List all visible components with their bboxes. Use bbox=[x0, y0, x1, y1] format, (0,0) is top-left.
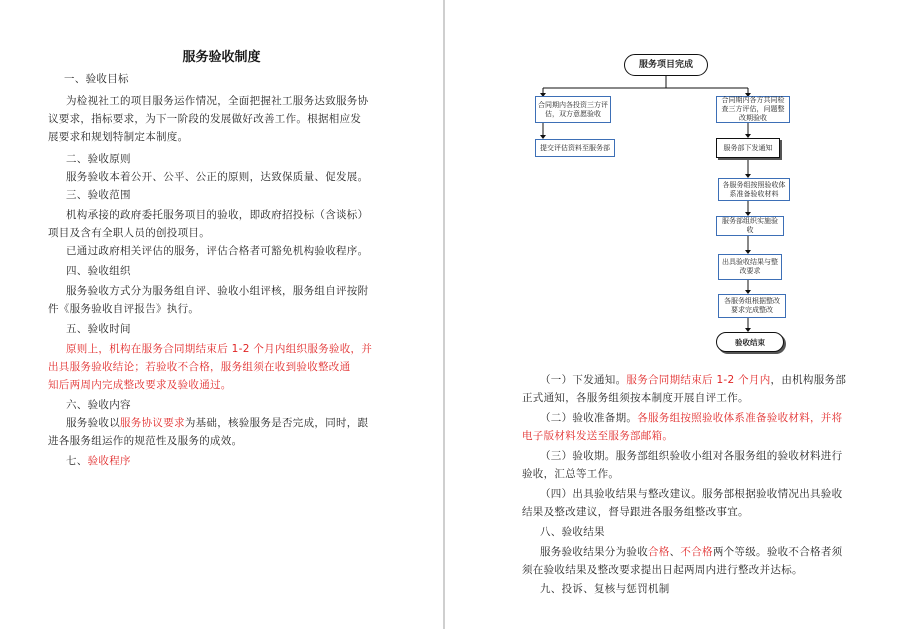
para-6-line-3: 知后两周内完成整改要求及验收通过。 bbox=[48, 379, 232, 391]
para-5-line-1: 服务验收方式分为服务组自评、验收小组评核，服务组自评按附 bbox=[66, 285, 369, 297]
rpara-2-line-2: 电子版材料发送至服务部邮箱。 bbox=[522, 430, 674, 442]
rpara-5-seg-5: 两个等级。验收不合格者须 bbox=[712, 546, 843, 558]
rheading-9: 九、投诉、复核与惩罚机制 bbox=[540, 583, 670, 595]
rheading-8: 八、验收结果 bbox=[540, 526, 605, 538]
para-5-line-2: 件《服务验收自评报告》执行。 bbox=[48, 303, 200, 315]
flow-right-node-6: 各服务组根据整改要求完成整改 bbox=[718, 294, 786, 318]
para-3-line-2: 项目及含有全职人员的创投项目。 bbox=[48, 227, 210, 239]
flow-start-node: 服务项目完成 bbox=[624, 54, 708, 76]
left-page bbox=[0, 0, 443, 629]
para-7-line-2: 进各服务组运作的规范性及服务的成效。 bbox=[48, 435, 243, 447]
flow-left-node-1: 合同期内各投资三方评估，双方意愿验收 bbox=[535, 96, 611, 123]
heading-7 bbox=[66, 452, 131, 470]
para-7-line-1 bbox=[66, 414, 368, 432]
para-1-line-2: 议要求，指标要求，为下一阶段的发展做好改善工作。根据相应发 bbox=[48, 113, 362, 125]
para-1-line-1: 为检视社工的项目服务运作情况，全面把握社工服务达致服务协 bbox=[66, 95, 369, 107]
para-6-line-1: 原则上，机构在服务合同期结束后 1-2 个月内组织服务验收，并 bbox=[66, 343, 373, 355]
rpara-5-seg-4: 不合格 bbox=[680, 546, 713, 558]
heading-6: 六、验收内容 bbox=[66, 399, 131, 411]
heading-3: 三、验收范围 bbox=[66, 189, 131, 201]
heading-5: 五、验收时间 bbox=[66, 323, 131, 335]
flow-right-node-4: 服务部组织实施验收 bbox=[716, 216, 784, 236]
flow-right-node-1: 合同期内各方共同检查三方评估，问题整改期验收 bbox=[716, 96, 790, 123]
rpara-3-line-1: （三）验收期。服务部组织验收小组对各服务组的验收材料进行 bbox=[540, 450, 843, 462]
para-3-line-1: 机构承接的政府委托服务项目的验收，即政府招投标（含谈标） bbox=[66, 209, 369, 221]
para-1-line-3: 展要求和规划特制定本制度。 bbox=[48, 131, 189, 143]
flowchart bbox=[446, 0, 900, 370]
para-4-line-1: 已通过政府相关评估的服务，评估合格者可豁免机构验收程序。 bbox=[66, 245, 369, 257]
rpara-5-line-2: 须在验收结果及整改要求提出日起两周内进行整改并达标。 bbox=[522, 564, 803, 576]
rpara-4-line-1: （四）出具验收结果与整改建议。服务部根据验收情况出具验收 bbox=[540, 488, 843, 500]
rpara-3-line-2: 验收，汇总等工作。 bbox=[522, 468, 620, 480]
rpara-2-seg-2: 各服务组按照验收体系准备验收材料，并将 bbox=[637, 412, 843, 424]
rpara-1-line-1 bbox=[540, 371, 846, 389]
flow-right-node-2: 服务部下发通知 bbox=[716, 138, 780, 158]
para-6-line-2: 出具服务验收结论；若验收不合格，服务组须在收到验收整改通 bbox=[48, 361, 351, 373]
page-divider bbox=[443, 0, 445, 629]
rpara-1-seg-1: （一）下发通知。 bbox=[540, 374, 627, 386]
flow-right-node-5: 出具验收结果与整改要求 bbox=[718, 254, 782, 280]
rpara-5-line-1 bbox=[540, 543, 842, 561]
flow-end-node: 验收结束 bbox=[716, 332, 784, 352]
rpara-2-seg-1: （二）验收准备期。 bbox=[540, 412, 638, 424]
rpara-1-seg-3: ，由机构服务部 bbox=[770, 374, 847, 386]
rpara-2-line-1 bbox=[540, 409, 842, 427]
flow-left-node-2: 提交评估资料至服务部 bbox=[535, 139, 615, 157]
para-7-seg-3: 为基础，核验服务是否完成，同时，跟 bbox=[184, 417, 369, 429]
para-7-seg-2: 服务协议要求 bbox=[120, 417, 185, 429]
document-title: 服务验收制度 bbox=[182, 50, 261, 65]
para-2-line-1: 服务验收本着公开、公平、公正的原则，达致保质量、促发展。 bbox=[66, 171, 369, 183]
rpara-1-line-2: 正式通知，各服务组须按本制度开展自评工作。 bbox=[522, 392, 749, 404]
heading-2: 二、验收原则 bbox=[66, 153, 131, 165]
heading-7-prefix: 七、 bbox=[66, 455, 88, 467]
flow-right-node-3: 各服务组按照验收体系准备验收材料 bbox=[718, 178, 790, 201]
rpara-5-seg-2: 合格 bbox=[648, 546, 670, 558]
rpara-1-seg-2: 服务合同期结束后 1-2 个月内 bbox=[626, 374, 771, 386]
rpara-4-line-2: 结果及整改建议，督导跟进各服务组整改事宜。 bbox=[522, 506, 749, 518]
rpara-5-seg-1: 服务验收结果分为验收 bbox=[540, 546, 648, 558]
heading-1: 一、验收目标 bbox=[64, 73, 129, 85]
para-7-seg-1: 服务验收以 bbox=[66, 417, 120, 429]
heading-4: 四、验收组织 bbox=[66, 265, 131, 277]
rpara-5-seg-3: 、 bbox=[669, 546, 681, 558]
heading-7-text: 验收程序 bbox=[87, 455, 131, 467]
